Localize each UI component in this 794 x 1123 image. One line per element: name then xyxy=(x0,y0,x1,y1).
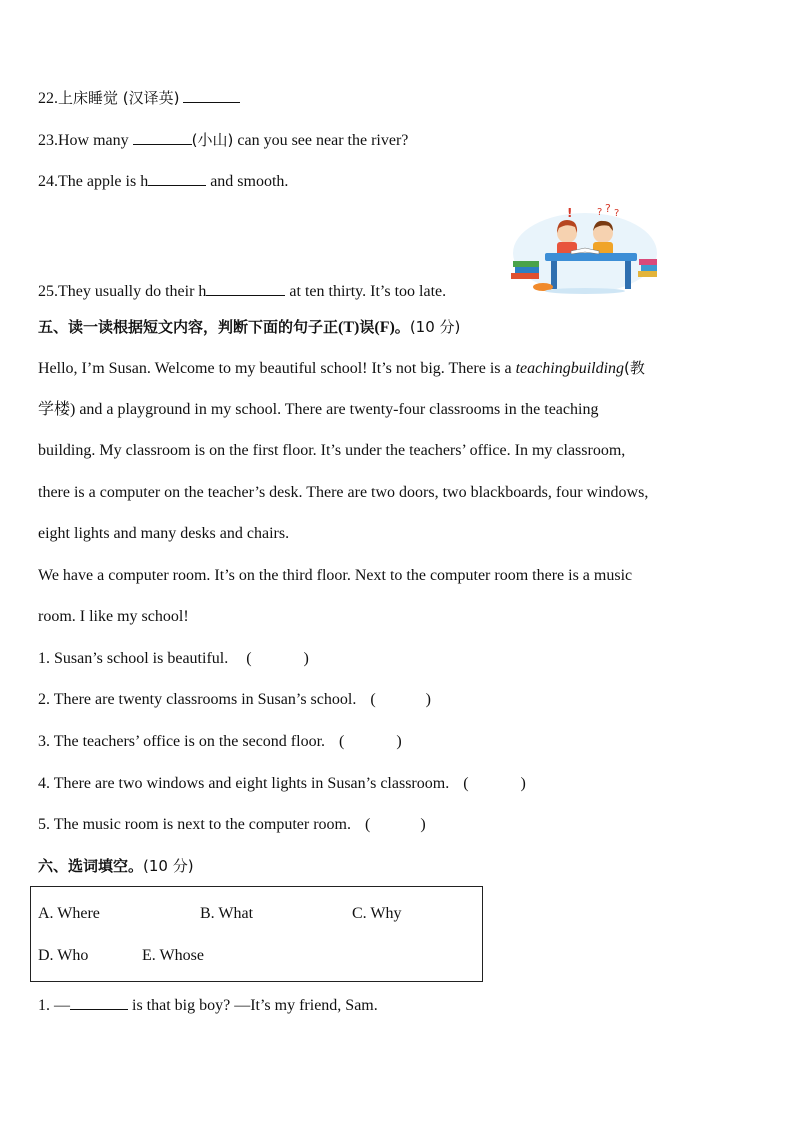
choice-option-e: E. Whose xyxy=(142,947,204,964)
passage-line xyxy=(38,524,289,544)
statement-text: 5. The music room is next to the computer room. xyxy=(38,816,351,833)
passage-italic-term: teachingbuilding xyxy=(515,360,625,377)
statement-4 xyxy=(38,774,526,794)
question-number: 22. xyxy=(38,90,58,107)
false-marker: (F) xyxy=(374,319,395,336)
choice-option-b: B. What xyxy=(200,905,254,922)
question-text-post: at ten thirty. It’s too late. xyxy=(285,283,447,300)
svg-text:!: ! xyxy=(567,206,573,220)
section-5-title xyxy=(38,317,460,338)
answer-paren[interactable]: ( ) xyxy=(246,650,309,667)
word-choice-box xyxy=(30,886,483,982)
section-score: (10 分) xyxy=(143,857,194,875)
passage-text: eight lights and many desks and chairs. xyxy=(38,525,290,542)
statement-text: 4. There are two windows and eight lights in Susan’s classroom. xyxy=(38,775,450,792)
passage-text: We have a computer room. It’s on the third floor. Next to the computer room there is a music xyxy=(38,567,633,584)
choice-option-c: C. Why xyxy=(352,905,402,922)
passage-text: there is a computer on the teacher’s desk. There are two doors, two blackboards, four windows, xyxy=(38,484,649,501)
passage-text: room. I like my school! xyxy=(38,608,189,625)
true-marker: (T) xyxy=(338,319,360,336)
section-6-title xyxy=(38,856,194,876)
section-score: (10 分) xyxy=(409,318,461,336)
choice-option-a: A. Where xyxy=(38,905,100,922)
question-text-post: can you see near the river? xyxy=(233,132,409,149)
question-text-post: and smooth. xyxy=(206,173,289,190)
question-number: 24. xyxy=(38,173,58,190)
passage-text: Hello, I’m Susan. Welcome to my beautiful school! It’s not big. There is a xyxy=(38,360,516,377)
answer-paren[interactable]: ( ) xyxy=(364,816,426,833)
passage-line xyxy=(38,358,645,379)
passage-text: (教 xyxy=(624,359,645,377)
statement-2 xyxy=(38,690,431,710)
passage-line xyxy=(38,607,189,627)
question-text-pre: How many xyxy=(58,132,133,149)
passage-line xyxy=(38,441,625,461)
svg-text:?: ? xyxy=(605,203,611,215)
students-studying-illustration xyxy=(505,203,659,295)
passage-line xyxy=(38,483,648,503)
section-title-part: 误 xyxy=(359,318,375,336)
answer-blank[interactable] xyxy=(206,281,285,296)
answer-paren[interactable]: ( ) xyxy=(370,691,431,708)
question-number: 25. xyxy=(38,283,58,300)
statement-text: 3. The teachers’ office is on the second floor. xyxy=(38,733,326,750)
passage-text: 学楼) and a playground in my school. There are twenty-four classrooms in the teaching xyxy=(38,401,599,418)
question-24 xyxy=(38,171,288,192)
statement-3 xyxy=(38,732,402,752)
svg-text:?: ? xyxy=(614,208,620,219)
section-title-part: 。 xyxy=(394,318,410,336)
answer-blank[interactable] xyxy=(133,130,192,145)
svg-text:?: ? xyxy=(597,207,603,218)
statement-text: 1. Susan’s school is beautiful. xyxy=(38,650,229,667)
section-title-part: 五、读一读根据短文内容，判断下面的句子正 xyxy=(38,318,339,336)
question-number: 23. xyxy=(38,132,58,149)
question-text-pre: They usually do their h xyxy=(58,283,207,300)
chinese-hint: (小山) xyxy=(191,131,234,149)
choice-option-d: D. Who xyxy=(38,947,89,964)
question-text: is that big boy? —It’s my friend, Sam. xyxy=(128,997,378,1014)
passage-line xyxy=(38,400,598,420)
fill-question-1 xyxy=(38,995,378,1016)
answer-blank[interactable] xyxy=(70,995,128,1010)
section-title-part: 六、选词填空。 xyxy=(38,857,144,875)
question-22 xyxy=(38,88,240,109)
statement-5 xyxy=(38,815,426,835)
passage-text: building. My classroom is on the first floor. It’s under the teachers’ office. In my classroom, xyxy=(38,442,626,459)
answer-blank[interactable] xyxy=(148,171,206,186)
answer-paren[interactable]: ( ) xyxy=(463,775,526,792)
question-text: 上床睡觉 (汉译英) xyxy=(58,89,180,107)
answer-blank[interactable] xyxy=(183,88,240,103)
question-text-pre: The apple is h xyxy=(58,173,149,190)
question-25 xyxy=(38,281,446,302)
statement-text: 2. There are twenty classrooms in Susan’s school. xyxy=(38,691,357,708)
question-23 xyxy=(38,130,408,151)
question-number: 1. — xyxy=(38,997,70,1014)
statement-1 xyxy=(38,649,309,669)
answer-paren[interactable]: ( ) xyxy=(339,733,402,750)
passage-line xyxy=(38,566,632,586)
